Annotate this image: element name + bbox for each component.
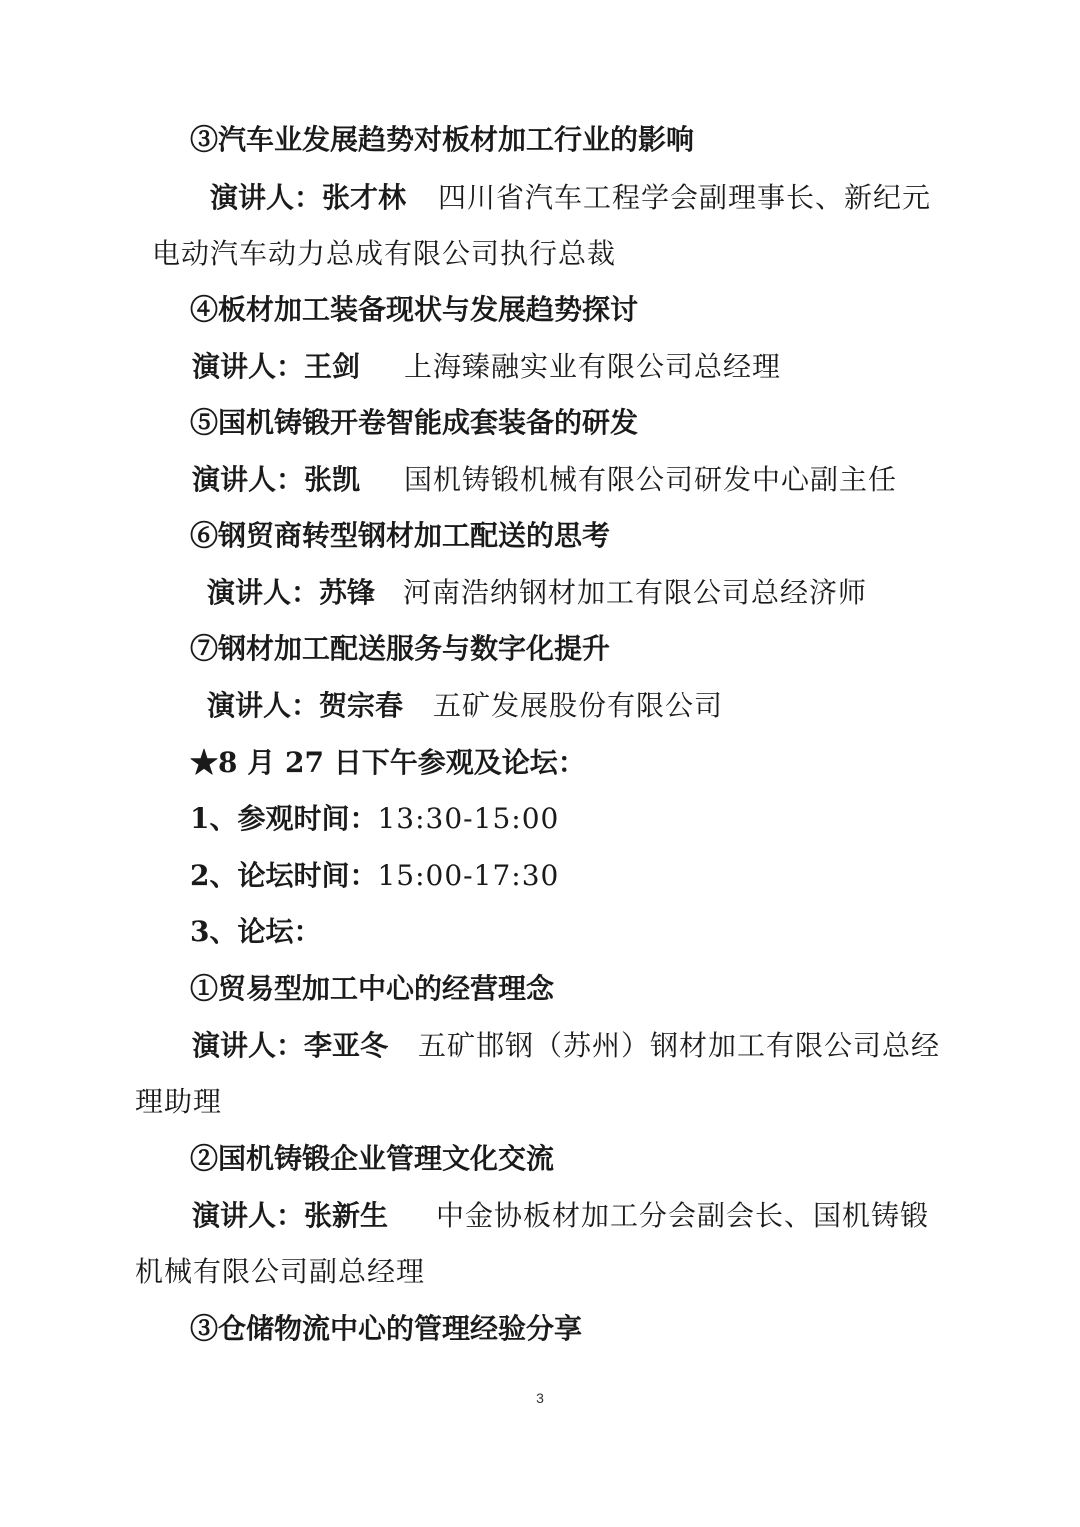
speaker-affiliation: 四川省汽车工程学会副理事长、新纪元 <box>438 181 932 214</box>
heading-text: ⑤国机铸锻开卷智能成套装备的研发 <box>190 406 639 439</box>
speaker-line <box>207 575 867 611</box>
affiliation-text: 机械有限公司副总经理 <box>135 1255 426 1288</box>
speaker-affiliation: 五矿发展股份有限公司 <box>433 689 724 722</box>
heading-text: ①贸易型加工中心的经营理念 <box>190 972 555 1005</box>
speaker-label: 演讲人：李亚冬 <box>192 1029 389 1062</box>
speaker-line <box>210 180 931 216</box>
heading-text: ②国机铸锻企业管理文化交流 <box>190 1142 555 1175</box>
forum-text: 3、论坛： <box>190 915 322 948</box>
agenda-item-heading <box>190 122 694 158</box>
speaker-affiliation-continued <box>135 1254 425 1290</box>
speaker-affiliation-continued <box>135 1084 222 1120</box>
heading-text: ④板材加工装备现状与发展趋势探讨 <box>190 293 639 326</box>
schedule-time: 13:30-15:00 <box>377 802 560 835</box>
agenda-item-heading <box>190 1311 582 1347</box>
speaker-affiliation: 河南浩纳钢材加工有限公司总经济师 <box>403 576 868 609</box>
agenda-item-heading <box>190 518 610 554</box>
schedule-label: 1、参观时间： <box>190 802 378 835</box>
schedule-line <box>190 858 559 894</box>
speaker-label: 演讲人：张才林 <box>210 181 407 214</box>
speaker-label: 演讲人：贺宗春 <box>207 689 404 722</box>
speaker-affiliation: 上海臻融实业有限公司总经理 <box>404 350 782 383</box>
schedule-time: 15:00-17:30 <box>377 859 560 892</box>
page-number: 3 <box>536 1390 544 1406</box>
forum-label <box>190 914 321 950</box>
speaker-line <box>192 1028 940 1064</box>
agenda-item-heading <box>190 405 638 441</box>
heading-text: ⑦钢材加工配送服务与数字化提升 <box>190 632 611 665</box>
speaker-label: 演讲人：苏锋 <box>207 576 376 609</box>
speaker-line <box>192 462 897 498</box>
heading-text: ③汽车业发展趋势对板材加工行业的影响 <box>190 123 695 156</box>
speaker-label: 演讲人：张新生 <box>192 1199 389 1232</box>
speaker-label: 演讲人：张凯 <box>192 463 361 496</box>
agenda-item-heading <box>190 971 554 1007</box>
affiliation-text: 电动汽车动力总成有限公司执行总裁 <box>152 237 617 270</box>
heading-text: ⑥钢贸商转型钢材加工配送的思考 <box>190 519 611 552</box>
speaker-affiliation: 五矿邯钢（苏州）钢材加工有限公司总经 <box>418 1029 941 1062</box>
speaker-line <box>207 688 723 724</box>
speaker-line <box>192 349 781 385</box>
section-title: ★8 月 27 日下午参观及论坛： <box>190 746 586 779</box>
agenda-item-heading <box>190 631 610 667</box>
speaker-affiliation-continued <box>152 236 616 272</box>
affiliation-text: 理助理 <box>135 1085 223 1118</box>
section-heading <box>190 745 586 781</box>
schedule-label: 2、论坛时间： <box>190 859 378 892</box>
speaker-label: 演讲人：王剑 <box>192 350 361 383</box>
schedule-line <box>190 801 559 837</box>
speaker-affiliation: 中金协板材加工分会副会长、国机铸锻 <box>436 1199 930 1232</box>
speaker-affiliation: 国机铸锻机械有限公司研发中心副主任 <box>404 463 898 496</box>
agenda-item-heading <box>190 1141 554 1177</box>
heading-text: ③仓储物流中心的管理经验分享 <box>190 1312 583 1345</box>
speaker-line <box>192 1198 929 1234</box>
agenda-item-heading <box>190 292 638 328</box>
